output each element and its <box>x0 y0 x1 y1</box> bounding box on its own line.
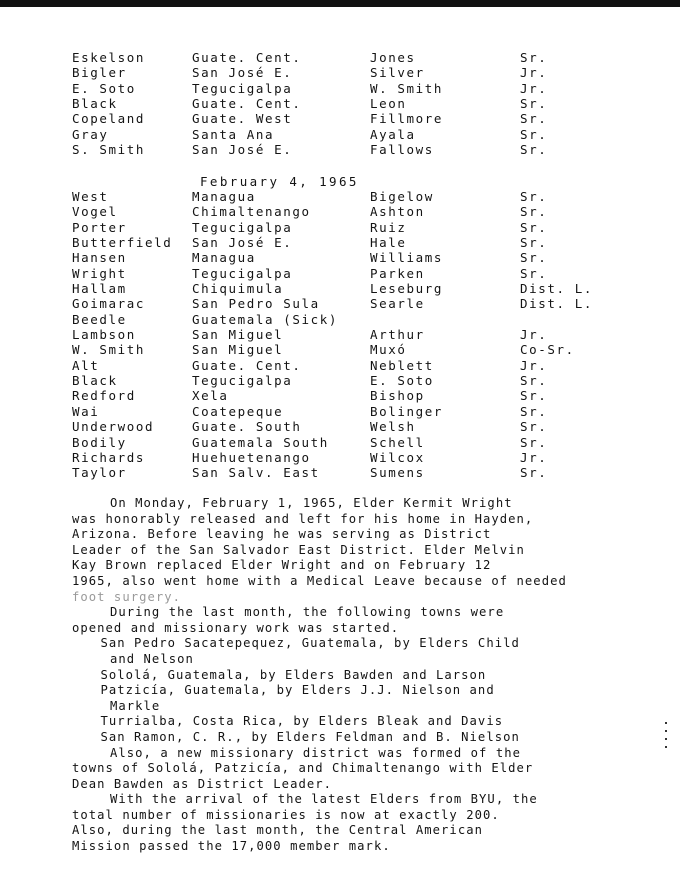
table-row <box>72 342 632 357</box>
position: Sr. <box>520 189 548 204</box>
text-line: was honorably released and left for his home in Hayden, <box>72 511 534 526</box>
companion-name: Hale <box>370 235 407 251</box>
text-line: towns of Sololá, Patzicía, and Chimaltenango with Elder <box>72 761 534 776</box>
location: Chimaltenango <box>192 204 311 220</box>
elder-name: E. Soto <box>72 80 136 96</box>
elder-name: Hansen <box>72 250 127 266</box>
location: San Miguel <box>192 327 284 343</box>
companion-name: E. Soto <box>370 373 434 389</box>
text-line: With the arrival of the latest Elders from BYU, the <box>110 792 538 807</box>
position: Jr. <box>520 449 548 465</box>
companion-name: Silver <box>370 65 425 81</box>
location: San Salv. East <box>192 465 320 481</box>
text-line: opened and missionary work was started. <box>72 620 400 635</box>
table-row <box>72 296 632 311</box>
table-row <box>72 312 632 327</box>
position: Sr. <box>520 419 548 435</box>
elder-name: Beedle <box>72 311 127 327</box>
text-line: Markle <box>110 698 161 713</box>
elder-name: Wright <box>72 265 127 281</box>
location: San Miguel <box>192 342 284 358</box>
elder-name: Underwood <box>72 419 155 435</box>
companion-name: Fillmore <box>370 111 444 127</box>
companion-name: Bolinger <box>370 403 444 419</box>
location: San Pedro Sula <box>192 296 320 312</box>
location: Guate. South <box>192 419 302 435</box>
elder-name: Black <box>72 373 118 389</box>
table-row <box>72 111 632 126</box>
position: Sr. <box>520 142 548 158</box>
location: Guate. West <box>192 111 293 127</box>
position: Sr. <box>520 403 548 419</box>
text-line: San Pedro Sacatepequez, Guatemala, by Elders Child <box>100 636 520 651</box>
location: Tegucigalpa <box>192 265 293 281</box>
missionary-table-main <box>72 189 632 481</box>
margin-marks <box>664 716 670 760</box>
companion-name: Ayala <box>370 126 416 142</box>
text-line: Arizona. Before leaving he was serving as District <box>72 527 492 542</box>
elder-name: West <box>72 189 109 204</box>
location: San José E. <box>192 142 293 158</box>
location: Guate. Cent. <box>192 96 302 112</box>
location: Tegucigalpa <box>192 373 293 389</box>
location: Guatemala South <box>192 434 329 450</box>
position: Co-Sr. <box>520 342 575 358</box>
elder-name: Hallam <box>72 281 127 297</box>
position: Dist. L. <box>520 281 594 297</box>
elder-name: Bodily <box>72 434 127 450</box>
companion-name: Ruiz <box>370 219 407 235</box>
table-row <box>72 327 632 342</box>
companion-name: Wilcox <box>370 449 425 465</box>
location: Guatemala (Sick) <box>192 311 339 327</box>
position: Sr. <box>520 434 548 450</box>
elder-name: Copeland <box>72 111 146 127</box>
companion-name: Schell <box>370 434 425 450</box>
position: Sr. <box>520 111 548 127</box>
companion-name: Leon <box>370 96 407 112</box>
text-line: and Nelson <box>110 651 194 666</box>
position: Sr. <box>520 96 548 112</box>
position: Jr. <box>520 327 548 343</box>
text-line: Leader of the San Salvador East District. Elder Melvin <box>72 542 525 557</box>
table-row <box>72 404 632 419</box>
missionary-table-top <box>72 50 632 157</box>
location: Coatepeque <box>192 403 284 419</box>
location: Managua <box>192 189 256 204</box>
table-row <box>72 96 632 111</box>
location: San José E. <box>192 235 293 251</box>
position: Sr. <box>520 219 548 235</box>
location: Managua <box>192 250 256 266</box>
table-row <box>72 142 632 157</box>
position: Jr. <box>520 80 548 96</box>
location: Santa Ana <box>192 126 275 142</box>
companion-name: Arthur <box>370 327 425 343</box>
table-row <box>72 358 632 373</box>
table-row <box>72 465 632 480</box>
companion-name: Muxó <box>370 342 407 358</box>
text-line: Turrialba, Costa Rica, by Elders Bleak and Davis <box>100 714 504 729</box>
elder-name: Porter <box>72 219 127 235</box>
elder-name: Gray <box>72 126 109 142</box>
companion-name: Welsh <box>370 419 416 435</box>
companion-name: Ashton <box>370 204 425 220</box>
companion-name: Neblett <box>370 357 434 373</box>
location: San José E. <box>192 65 293 81</box>
text-line: During the last month, the following towns were <box>110 605 505 620</box>
position: Sr. <box>520 50 548 65</box>
elder-name: Richards <box>72 449 146 465</box>
companion-name: Sumens <box>370 465 425 481</box>
table-row <box>72 50 632 65</box>
location: Tegucigalpa <box>192 219 293 235</box>
elder-name: Wai <box>72 403 100 419</box>
elder-name: Alt <box>72 357 100 373</box>
position: Jr. <box>520 357 548 373</box>
table-row <box>72 250 632 265</box>
text-line: Patzicía, Guatemala, by Elders J.J. Nielson and <box>100 683 495 698</box>
companion-name: W. Smith <box>370 80 444 96</box>
position: Sr. <box>520 465 548 481</box>
scan-top-border <box>0 0 680 7</box>
date-heading: February 4, 1965 <box>200 174 359 189</box>
position: Sr. <box>520 265 548 281</box>
elder-name: Goimarac <box>72 296 146 312</box>
position: Sr. <box>520 126 548 142</box>
table-row <box>72 220 632 235</box>
position: Sr. <box>520 388 548 404</box>
companion-name: Jones <box>370 50 416 65</box>
table-row <box>72 435 632 450</box>
table-row <box>72 373 632 388</box>
elder-name: Vogel <box>72 204 118 220</box>
table-row <box>72 235 632 250</box>
companion-name: Bigelow <box>370 189 434 204</box>
location: Xela <box>192 388 229 404</box>
position: Jr. <box>520 65 548 81</box>
text-line: Sololá, Guatemala, by Elders Bawden and Larson <box>100 667 487 682</box>
table-row <box>72 204 632 219</box>
text-line: foot surgery. <box>72 589 182 604</box>
text-line: San Ramon, C. R., by Elders Feldman and B. Nielson <box>100 729 520 744</box>
text-line: total number of missionaries is now at exactly 200. <box>72 807 500 822</box>
elder-name: W. Smith <box>72 342 146 358</box>
location: Guate. Cent. <box>192 50 302 65</box>
table-row <box>72 266 632 281</box>
table-row <box>72 281 632 296</box>
elder-name: Redford <box>72 388 136 404</box>
elder-name: Eskelson <box>72 50 146 65</box>
companion-name: Parken <box>370 265 425 281</box>
companion-name: Williams <box>370 250 444 266</box>
text-line: Also, a new missionary district was formed of the <box>110 745 521 760</box>
table-row <box>72 450 632 465</box>
location: Tegucigalpa <box>192 80 293 96</box>
text-line: Also, during the last month, the Central American <box>72 823 483 838</box>
companion-name: Bishop <box>370 388 425 404</box>
table-row <box>72 419 632 434</box>
position: Sr. <box>520 235 548 251</box>
elder-name: Taylor <box>72 465 127 481</box>
table-row <box>72 189 632 204</box>
text-line: Mission passed the 17,000 member mark. <box>72 839 391 854</box>
narrative-text <box>72 496 632 855</box>
position: Dist. L. <box>520 296 594 312</box>
table-row <box>72 81 632 96</box>
position: Sr. <box>520 373 548 389</box>
table-row <box>72 127 632 142</box>
text-line: Kay Brown replaced Elder Wright and on February 12 <box>72 558 492 573</box>
companion-name: Fallows <box>370 142 434 158</box>
text-line: Dean Bawden as District Leader. <box>72 776 333 791</box>
position: Sr. <box>520 204 548 220</box>
location: Huehuetenango <box>192 449 311 465</box>
table-row <box>72 388 632 403</box>
position: Sr. <box>520 250 548 266</box>
table-row <box>72 65 632 80</box>
elder-name: Black <box>72 96 118 112</box>
elder-name: Lambson <box>72 327 136 343</box>
elder-name: Bigler <box>72 65 127 81</box>
companion-name: Searle <box>370 296 425 312</box>
companion-name: Leseburg <box>370 281 444 297</box>
elder-name: S. Smith <box>72 142 146 158</box>
location: Guate. Cent. <box>192 357 302 373</box>
text-line: On Monday, February 1, 1965, Elder Kermit Wright <box>110 496 513 510</box>
location: Chiquimula <box>192 281 284 297</box>
elder-name: Butterfield <box>72 235 173 251</box>
text-line: 1965, also went home with a Medical Leave because of needed <box>72 573 567 588</box>
